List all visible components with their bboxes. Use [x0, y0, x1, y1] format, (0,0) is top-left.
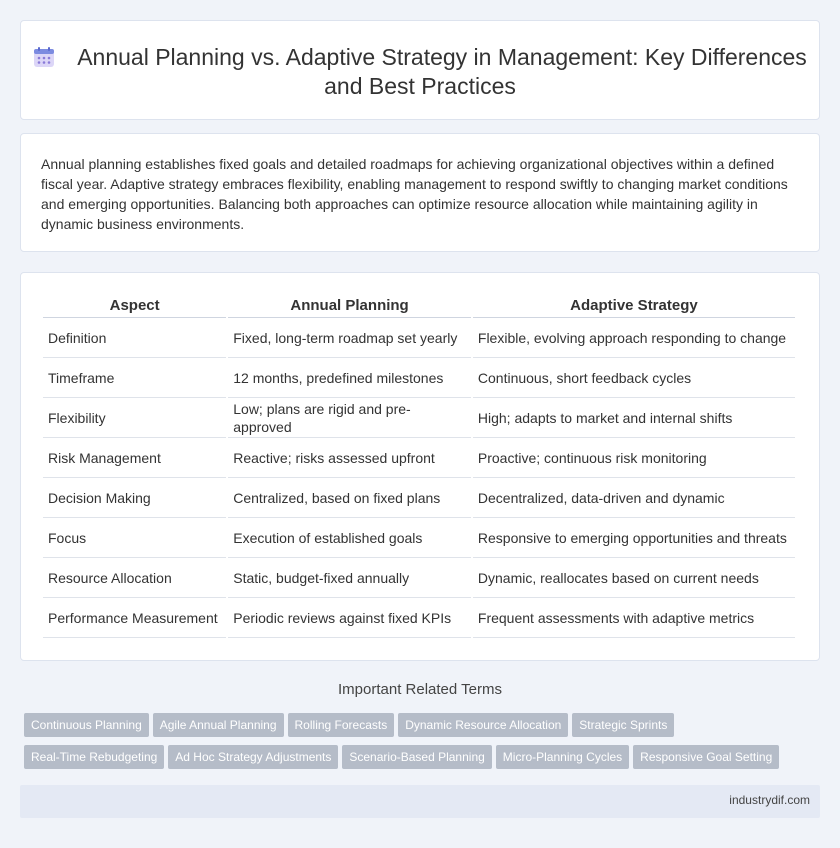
intro-card — [20, 133, 820, 252]
table-row — [43, 518, 795, 558]
table-cell: High; adapts to market and internal shifts — [473, 398, 795, 438]
column-header: Annual Planning — [228, 295, 471, 318]
table-header-row — [43, 295, 795, 318]
table-cell: Focus — [43, 518, 226, 558]
comparison-card — [20, 272, 820, 661]
table-cell: Proactive; continuous risk monitoring — [473, 438, 795, 478]
table-cell: 12 months, predefined milestones — [228, 358, 471, 398]
table-row — [43, 438, 795, 478]
related-term-tag[interactable]: Real-Time Rebudgeting — [24, 745, 164, 769]
table-cell: Performance Measurement — [43, 598, 226, 638]
table-cell: Frequent assessments with adaptive metrics — [473, 598, 795, 638]
table-cell: Continuous, short feedback cycles — [473, 358, 795, 398]
related-term-tag[interactable]: Agile Annual Planning — [153, 713, 284, 737]
table-row — [43, 558, 795, 598]
comparison-table — [41, 295, 797, 638]
table-cell: Execution of established goals — [228, 518, 471, 558]
footer — [20, 785, 820, 818]
table-row — [43, 478, 795, 518]
table-cell: Periodic reviews against fixed KPIs — [228, 598, 471, 638]
calendar-icon — [33, 46, 55, 68]
table-cell: Decision Making — [43, 478, 226, 518]
table-cell: Decentralized, data-driven and dynamic — [473, 478, 795, 518]
related-term-tag[interactable]: Micro-Planning Cycles — [496, 745, 629, 769]
related-terms-list — [24, 713, 824, 777]
related-term-tag[interactable]: Responsive Goal Setting — [633, 745, 779, 769]
header-card — [20, 20, 820, 120]
related-term-tag[interactable]: Rolling Forecasts — [288, 713, 395, 737]
table-cell: Flexible, evolving approach responding to change — [473, 318, 795, 358]
related-terms-title: Important Related Terms — [338, 681, 502, 698]
related-term-tag[interactable]: Continuous Planning — [24, 713, 149, 737]
page-title-text: Annual Planning vs. Adaptive Strategy in Management: Key Differences and Best Practices — [77, 44, 807, 99]
table-cell: Low; plans are rigid and pre-approved — [228, 398, 471, 438]
table-cell: Resource Allocation — [43, 558, 226, 598]
related-term-tag[interactable]: Dynamic Resource Allocation — [398, 713, 568, 737]
table-row — [43, 598, 795, 638]
table-cell: Definition — [43, 318, 226, 358]
intro-paragraph: Annual planning establishes fixed goals and detailed roadmaps for achieving organizational objectives within a defined fiscal year. Adaptive strategy embraces flexibility, enabling management to respond swiftly to changing market conditions and emerging opportunities. Balancing both approaches can optimize resource allocation while maintaining agility in dynamic business environments. — [41, 156, 788, 232]
table-cell: Responsive to emerging opportunities and threats — [473, 518, 795, 558]
table-cell: Risk Management — [43, 438, 226, 478]
related-term-tag[interactable]: Strategic Sprints — [572, 713, 674, 737]
table-cell: Reactive; risks assessed upfront — [228, 438, 471, 478]
table-cell: Static, budget-fixed annually — [228, 558, 471, 598]
related-term-tag[interactable]: Ad Hoc Strategy Adjustments — [168, 745, 338, 769]
related-term-tag[interactable]: Scenario-Based Planning — [342, 745, 491, 769]
table-cell: Fixed, long-term roadmap set yearly — [228, 318, 471, 358]
footer-site-link[interactable]: industrydif.com — [729, 793, 810, 807]
table-cell: Centralized, based on fixed plans — [228, 478, 471, 518]
page-title — [21, 43, 819, 101]
column-header: Aspect — [43, 295, 226, 318]
table-cell: Flexibility — [43, 398, 226, 438]
column-header: Adaptive Strategy — [473, 295, 795, 318]
table-row — [43, 318, 795, 358]
table-cell: Timeframe — [43, 358, 226, 398]
table-cell: Dynamic, reallocates based on current needs — [473, 558, 795, 598]
table-row — [43, 358, 795, 398]
table-row — [43, 398, 795, 438]
